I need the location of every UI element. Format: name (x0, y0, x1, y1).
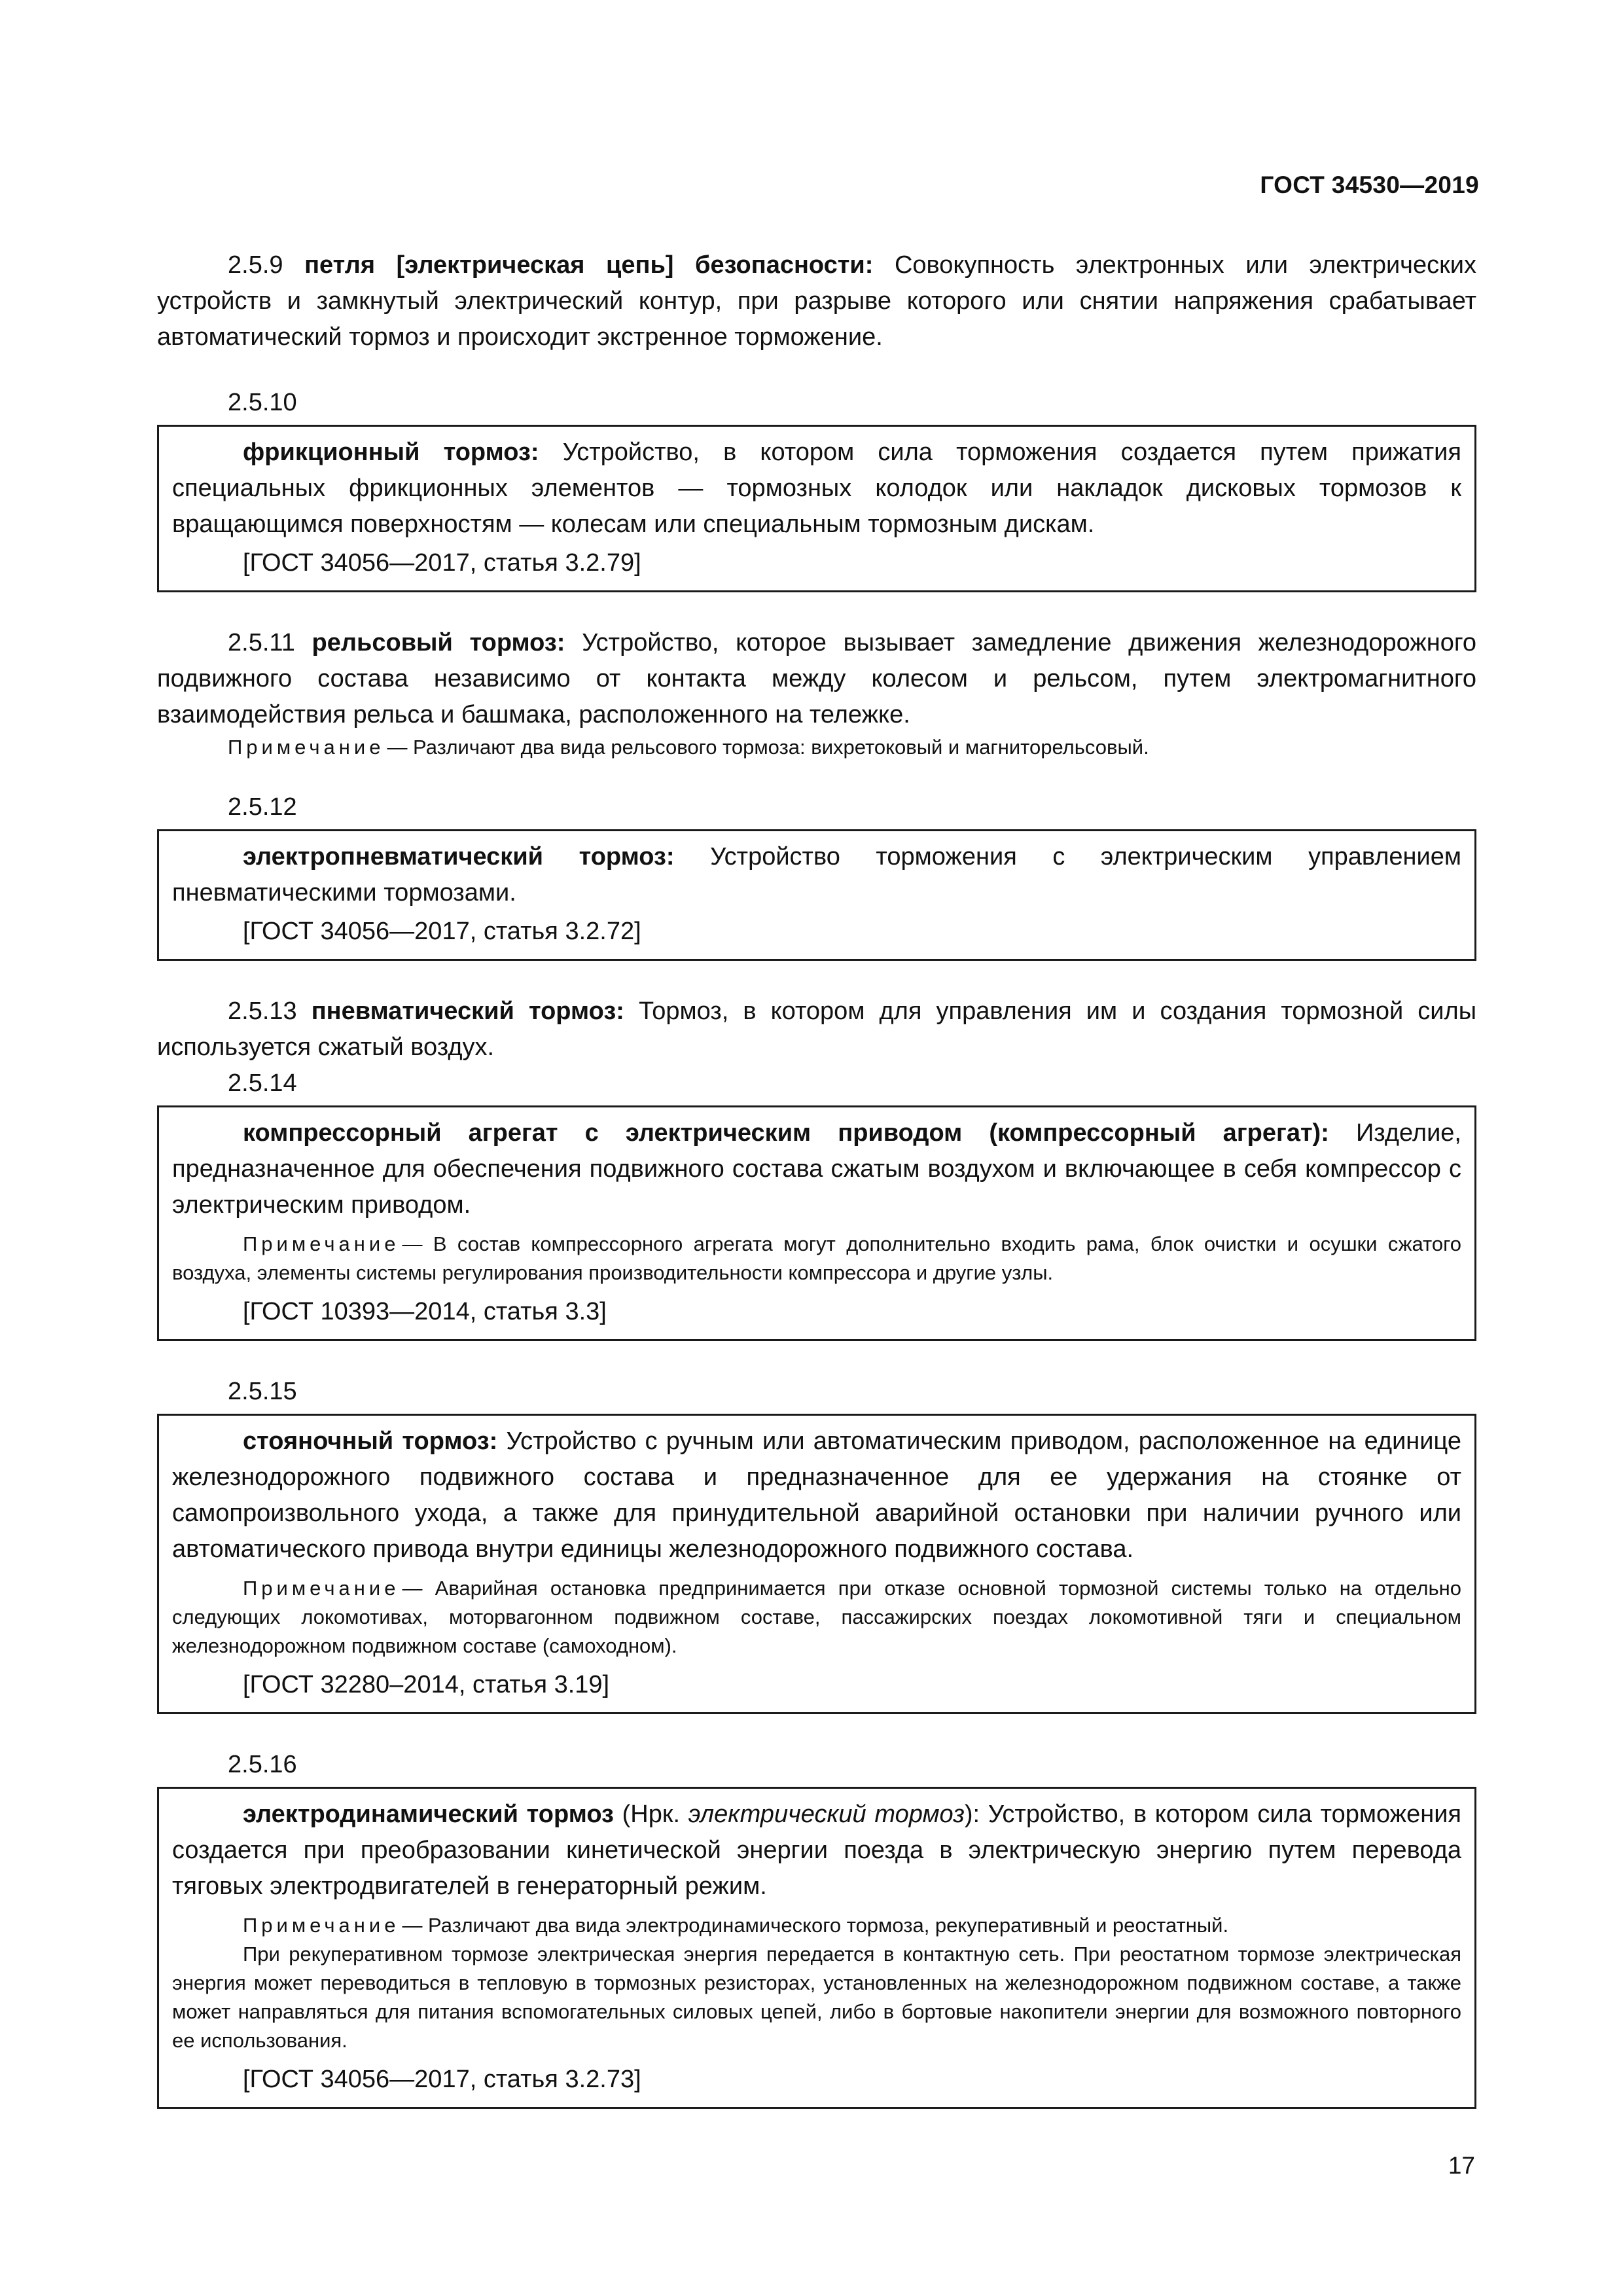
source-reference: [ГОСТ 34056—2017, статья 3.2.79] (243, 549, 641, 577)
clause-number-2-5-15: 2.5.15 (228, 1378, 297, 1405)
definition: Совокупность электронных или электрических устройств и замкнутый электрический контур, при разрыве которого или снятии напряжения срабатывает автоматический тормоз и происходит экстренное торможение. (157, 251, 1476, 351)
definition-paragraph (172, 435, 1461, 543)
clause-number-2-5-10: 2.5.10 (228, 389, 297, 416)
note-label: Примечание (243, 1914, 400, 1937)
quoted-term-box-2-5-12 (157, 829, 1476, 961)
page-number: 17 (1448, 2152, 1475, 2179)
clause-number-2-5-14: 2.5.14 (228, 1069, 297, 1097)
term: электродинамический тормоз (243, 1801, 614, 1828)
source-reference: [ГОСТ 32280–2014, статья 3.19] (243, 1671, 610, 1698)
definition: Устройство с ручным или автоматическим приводом, расположенное на единице железнодорожного подвижного состава и предназначенное для ее удержания на стоянке от самопроизвольного ухода, а также для принудительной аварийной остановки при наличии ручного или автоматического привода внутри единицы железнодорожного подвижного состава. (172, 1427, 1461, 1563)
quoted-term-box-2-5-15 (157, 1414, 1476, 1714)
source-reference: [ГОСТ 34056—2017, статья 3.2.73] (243, 2066, 641, 2093)
note-label: Примечание (243, 1232, 400, 1255)
note-text: — Различают два вида электродинамического тормоза, рекуперативный и реостатный. (402, 1914, 1229, 1937)
clause-2-5-11 (157, 625, 1476, 733)
standard-designation: ГОСТ 34530—2019 (1260, 171, 1479, 198)
definition-paragraph (172, 1797, 1461, 1905)
quoted-term-box-2-5-14 (157, 1105, 1476, 1341)
definition: Устройство, в котором сила торможения создается при преобразовании кинетической энергии поезда в электрическую энергию путем перевода тяговых электродвигателей в генераторный режим. (172, 1801, 1462, 1900)
definition: Устройство, которое вызывает замедление движения железнодорожного подвижного состава независимо от контакта между колесом и рельсом, путем электромагнитного взаимодействия рельса и башмака, расположенного на тележке. (157, 629, 1476, 728)
note (172, 1230, 1461, 1287)
quoted-term-box-2-5-16 (157, 1787, 1476, 2109)
definition: Устройство, в котором сила торможения создается путем прижатия специальных фрикционных элементов — тормозных колодок или накладок дисковых тормозов к вращающимся поверхностям — колесам или специальным тормозным дискам. (172, 439, 1461, 538)
definition: Изделие, предназначенное для обеспечения подвижного состава сжатым воздухом и включающее в себя компрессор с электрическим приводом. (172, 1119, 1461, 1219)
note (172, 1574, 1461, 1660)
terms-section (157, 247, 1476, 2142)
note-label: Примечание (243, 1577, 400, 1600)
term: фрикционный тормоз: (243, 439, 539, 466)
note-text: — В состав компрессорного агрегата могут дополнительно входить рама, блок очистки и осушки сжатого воздуха, элементы системы регулирования производительности компрессора и другие узлы. (172, 1232, 1461, 1284)
term: рельсовый тормоз: (312, 629, 565, 656)
note-text: — Аварийная остановка предпринимается при отказе основной тормозной системы только на отдельно следующих локомотивах, моторвагонном подвижном составе, пассажирских поездах локомотивной тяги и специальном железнодорожном подвижном составе (самоходном). (172, 1577, 1461, 1657)
definition-paragraph (172, 1424, 1461, 1568)
term: пневматический тормоз: (311, 997, 624, 1025)
source-reference: [ГОСТ 10393—2014, статья 3.3] (243, 1298, 607, 1325)
clause-number: 2.5.11 (228, 629, 295, 656)
paren-close: ): (964, 1801, 980, 1828)
note-label: Примечание (228, 736, 385, 759)
clause-number-2-5-16: 2.5.16 (228, 1751, 297, 1778)
term: компрессорный агрегат с электрическим приводом (компрессорный агрегат): (243, 1119, 1329, 1147)
clause-2-5-13 (157, 994, 1476, 1066)
note-continuation: При рекуперативном тормозе электрическая энергия передается в контактную сеть. При реостатном тормозе электрическая энергия может переводиться в тепловую в тормозных резисторах, установленных на железнодорожном подвижном составе, а также может направляться для питания вспомогательных силовых цепей, либо в бортовые накопители энергии для возможного повторного ее использования. (172, 1943, 1461, 2052)
paren-open: (Нрк. (622, 1801, 681, 1828)
term: электропневматический тормоз: (243, 843, 675, 870)
clause-number: 2.5.13 (228, 997, 297, 1025)
quoted-term-box-2-5-10 (157, 425, 1476, 592)
note-text: — Различают два вида рельсового тормоза: вихретоковый и магниторельсовый. (387, 736, 1149, 759)
source-reference: [ГОСТ 34056—2017, статья 3.2.72] (243, 918, 641, 945)
definition: Устройство торможения с электрическим управлением пневматическими тормозами. (172, 843, 1462, 906)
definition: Тормоз, в котором для управления им и создания тормозной силы используется сжатый воздух. (157, 997, 1477, 1061)
term: стояночный тормоз: (243, 1427, 498, 1455)
note (172, 1911, 1461, 1940)
clause-number-2-5-12: 2.5.12 (228, 793, 297, 821)
clause-number: 2.5.9 (228, 251, 283, 279)
definition-paragraph (172, 839, 1461, 911)
clause-2-5-9 (157, 247, 1476, 355)
note-2-5-11 (157, 733, 1476, 762)
deprecated-term: электрический тормоз (688, 1801, 965, 1828)
term: петля [электрическая цепь] безопасности: (304, 251, 874, 279)
definition-paragraph (172, 1115, 1461, 1223)
